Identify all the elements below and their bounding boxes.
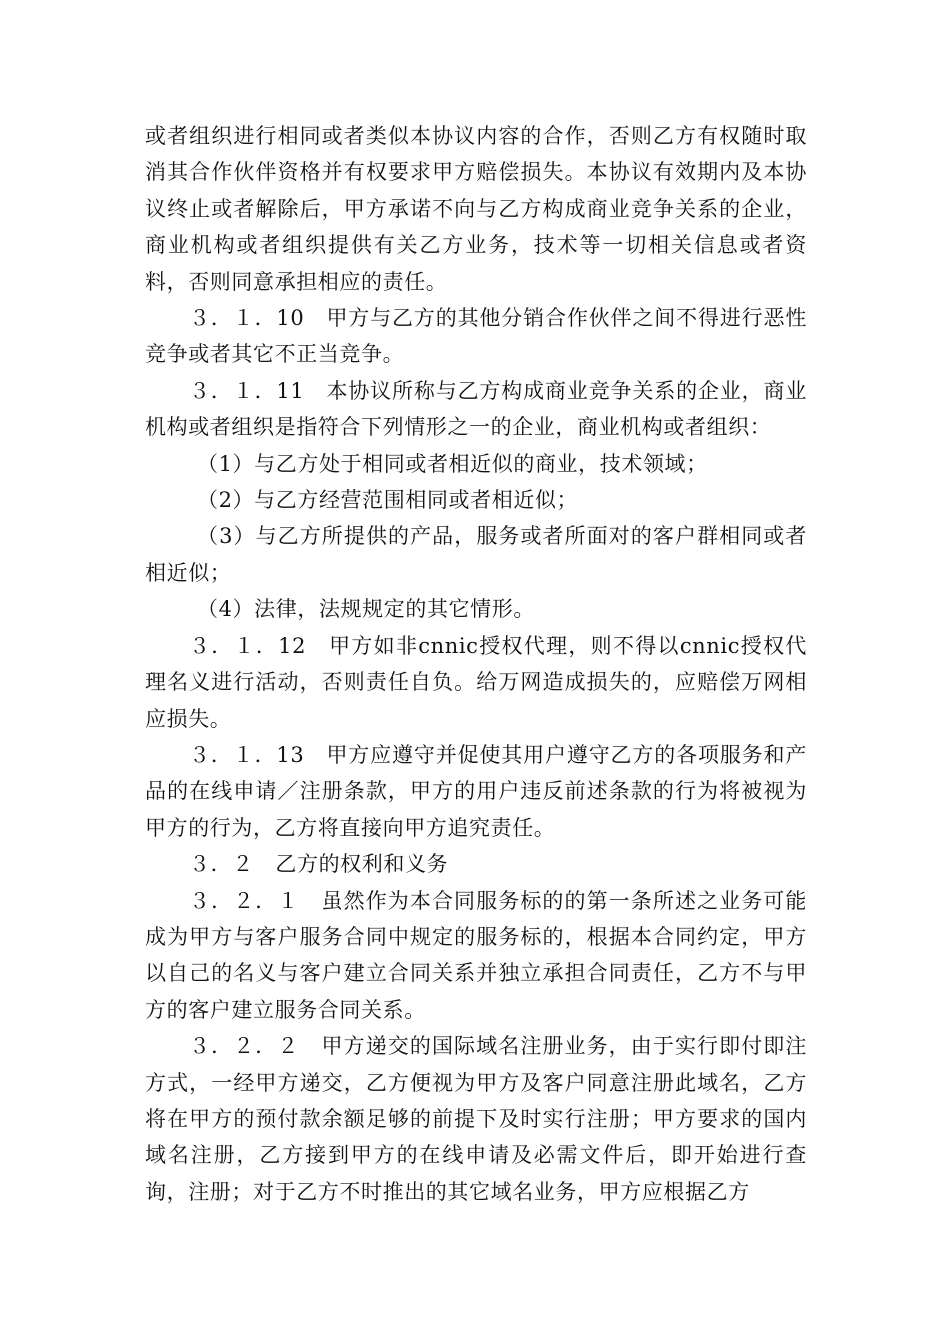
list-item: （3）与乙方所提供的产品，服务或者所面对的客户群相同或者相近似； <box>145 524 807 585</box>
clause-3-1-10: ３．１．10 甲方与乙方的其他分销合作伙伴之间不得进行恶性竞争或者其它不正当竞争。 <box>145 306 807 367</box>
list-item: （1）与乙方处于相同或者相近似的商业，技术领域； <box>197 451 708 476</box>
clause-3-1-11: ３．１．11 本协议所称与乙方构成商业竞争关系的企业，商业机构或者组织是指符合下列情形之一的企业，商业机构或者组织： <box>145 378 807 440</box>
clause-3-1-12: ３．１．12 甲方如非cnnic授权代理，则不得以cnnic授权代理名义进行活动，否则责任自负。给万网造成损失的，应赔偿万网相应损失。 <box>145 633 807 731</box>
list-item: （2）与乙方经营范围相同或者相近似； <box>197 488 579 513</box>
section-heading-3-2: ３．２ 乙方的权利和义务 <box>189 852 449 877</box>
document-body <box>145 118 807 1210</box>
clause-3-1-13: ３．１．13 甲方应遵守并促使其用户遵守乙方的各项服务和产品的在线申请／注册条款，甲方的用户违反前述条款的行为将被视为甲方的行为，乙方将直接向甲方追究责任。 <box>145 742 807 840</box>
clause-3-2-1: ３．２．１ 虽然作为本合同服务标的的第一条所述之业务可能成为甲方与客户服务合同中规定的服务标的，根据本合同约定，甲方以自己的名义与客户建立合同关系并独立承担合同责任，乙方不与甲方的客户建立服务合同关系。 <box>145 888 807 1022</box>
list-item: （4）法律，法规规定的其它情形。 <box>197 597 535 622</box>
paragraph-continuation: 或者组织进行相同或者类似本协议内容的合作，否则乙方有权随时取消其合作伙伴资格并有权要求甲方赔偿损失。本协议有效期内及本协议终止或者解除后，甲方承诺不向与乙方构成商业竞争关系的企业，商业机构或者组织提供有关乙方业务，技术等一切相关信息或者资料，否则同意承担相应的责任。 <box>145 124 807 294</box>
clause-3-2-2: ３．２．２ 甲方递交的国际域名注册业务，由于实行即付即注方式，一经甲方递交，乙方便视为甲方及客户同意注册此域名，乙方将在甲方的预付款余额足够的前提下及时实行注册；甲方要求的国内域名注册，乙方接到甲方的在线申请及必需文件后，即开始进行查询，注册；对于乙方不时推出的其它域名业务，甲方应根据乙方 <box>145 1034 807 1204</box>
